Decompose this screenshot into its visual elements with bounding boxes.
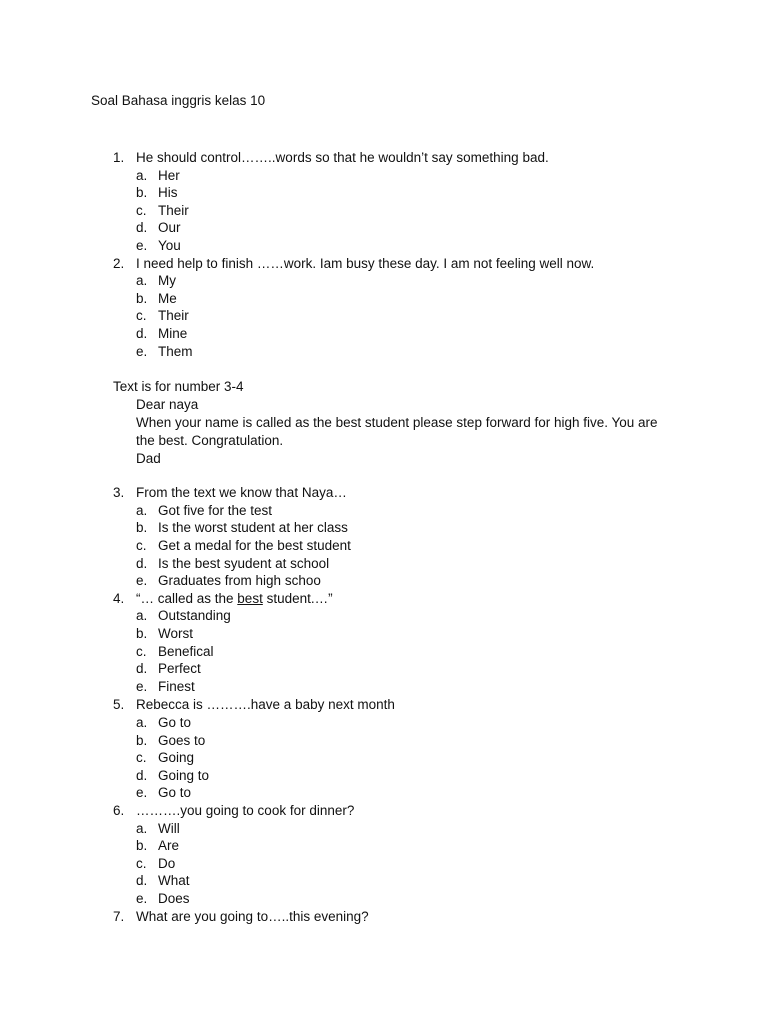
question-6-text: ……….you going to cook for dinner?: [136, 803, 355, 818]
option-text: Their: [158, 308, 189, 323]
option-letter: c.: [136, 856, 147, 871]
question-1-text: He should control……..words so that he wouldn’t say something bad.: [136, 150, 549, 165]
option-letter: e.: [136, 785, 148, 800]
option-letter: a.: [136, 715, 148, 730]
option-text: Finest: [158, 679, 195, 694]
option-letter: e.: [136, 891, 148, 906]
option-letter: c.: [136, 538, 147, 553]
option-letter: b.: [136, 838, 148, 853]
option-letter: c.: [136, 644, 147, 659]
option-letter: a.: [136, 821, 148, 836]
reading-text-greeting: Dear naya: [136, 397, 199, 412]
question-3-number: 3.: [113, 485, 125, 500]
option-letter: b.: [136, 626, 148, 641]
option-text: Go to: [158, 785, 192, 800]
option-letter: c.: [136, 308, 147, 323]
question-2-text: I need help to finish ……work. Iam busy these day. I am not feeling well now.: [136, 256, 595, 271]
option-letter: c.: [136, 750, 147, 765]
reading-text-body-line-1: When your name is called as the best student please step forward for high five. You are: [136, 415, 658, 430]
option-letter: e.: [136, 344, 148, 359]
question-1-number: 1.: [113, 150, 125, 165]
option-letter: b.: [136, 185, 148, 200]
question-7-text: What are you going to…..this evening?: [136, 909, 369, 924]
option-text: Go to: [158, 715, 192, 730]
option-text: Do: [158, 856, 176, 871]
question-5-number: 5.: [113, 697, 125, 712]
option-text: Is the worst student at her class: [158, 520, 348, 535]
document-title: Soal Bahasa inggris kelas 10: [91, 93, 266, 108]
option-text: Perfect: [158, 661, 201, 676]
option-text: My: [158, 273, 176, 288]
question-5-text: Rebecca is ……….have a baby next month: [136, 697, 395, 712]
option-letter: e.: [136, 238, 148, 253]
question-4-text-after: student.…”: [262, 591, 333, 606]
option-letter: a.: [136, 168, 148, 183]
option-text: Outstanding: [158, 608, 231, 623]
option-text: Them: [158, 344, 193, 359]
option-text: Their: [158, 203, 189, 218]
option-text: You: [158, 238, 181, 253]
option-letter: a.: [136, 273, 148, 288]
option-text: What: [158, 873, 190, 888]
question-6-number: 6.: [113, 803, 125, 818]
option-text: Are: [158, 838, 180, 853]
option-letter: e.: [136, 573, 148, 588]
reading-text-body-line-2: the best. Congratulation.: [136, 433, 284, 448]
question-4-text: [136, 590, 333, 607]
option-text: Me: [158, 291, 177, 306]
option-text: Get a medal for the best student: [158, 538, 351, 553]
option-text: Her: [158, 168, 180, 183]
option-text: His: [158, 185, 178, 200]
option-text: Does: [158, 891, 190, 906]
option-text: Mine: [158, 326, 188, 341]
reading-text-intro: Text is for number 3-4: [113, 379, 244, 394]
option-letter: d.: [136, 768, 148, 783]
option-letter: d.: [136, 873, 148, 888]
option-text: Going: [158, 750, 195, 765]
question-3-text: From the text we know that Naya…: [136, 485, 347, 500]
option-text: Goes to: [158, 733, 206, 748]
option-letter: c.: [136, 203, 147, 218]
option-letter: a.: [136, 608, 148, 623]
option-letter: b.: [136, 291, 148, 306]
option-letter: b.: [136, 520, 148, 535]
option-text: Will: [158, 821, 180, 836]
reading-text-signature: Dad: [136, 451, 161, 466]
option-text: Our: [158, 220, 181, 235]
question-2-number: 2.: [113, 256, 125, 271]
question-4-underlined-word: best: [237, 591, 263, 606]
option-text: Got five for the test: [158, 503, 273, 518]
option-letter: d.: [136, 326, 148, 341]
option-letter: d.: [136, 661, 148, 676]
option-text: Is the best syudent at school: [158, 556, 330, 571]
option-text: Graduates from high schoo: [158, 573, 321, 588]
option-letter: b.: [136, 733, 148, 748]
question-4-number: 4.: [113, 591, 125, 606]
question-7-number: 7.: [113, 909, 125, 924]
option-letter: a.: [136, 503, 148, 518]
option-text: Worst: [158, 626, 194, 641]
option-letter: d.: [136, 220, 148, 235]
option-text: Benefical: [158, 644, 214, 659]
option-text: Going to: [158, 768, 210, 783]
question-4-text-before: “… called as the: [136, 591, 238, 606]
option-letter: e.: [136, 679, 148, 694]
option-letter: d.: [136, 556, 148, 571]
